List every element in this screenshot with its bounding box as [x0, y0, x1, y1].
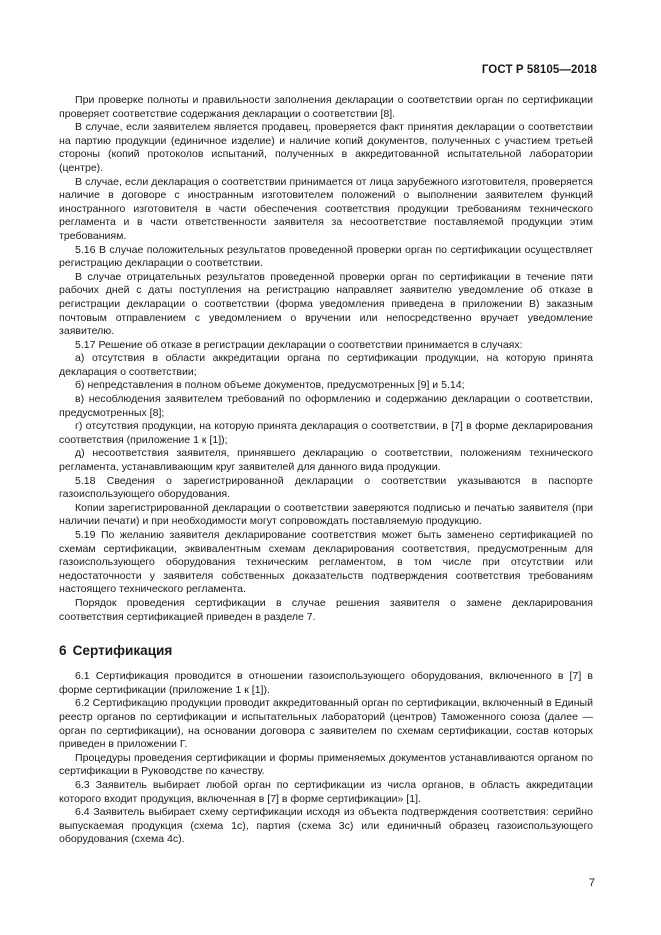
list-item: в) несоблюдения заявителем требований по оформлению и содержанию декларации о соответствии, предусмотренных [8]; — [59, 393, 593, 419]
paragraph: При проверке полноты и правильности заполнения декларации о соответствии орган по сертификации проверяет соответствие содержания декларации о соответствии [8]. — [59, 94, 593, 120]
paragraph: Процедуры проведения сертификации и формы применяемых документов устанавливаются органом по сертификации в Руководстве по качеству. — [59, 751, 593, 778]
list-item: а) отсутствия в области аккредитации органа по сертификации продукции, на которую принята декларация о соответствии; — [59, 352, 593, 378]
paragraph: В случае отрицательных результатов проведенной проверки орган по сертификации в течение пяти рабочих дней с даты поступления на регистрацию направляет заявителю уведомление об отказе в регистрации декларации о соответствии (форма уведомления приведена в приложении В) заказным почтовым отправлением с уведомлением о вручении или непосредственно вручает уведомление заявителю. — [59, 270, 593, 338]
list-item: г) отсутствия продукции, на которую принята декларация о соответствии, в [7] в форме декларирования соответствия (приложение 1 к [1]); — [59, 420, 593, 446]
paragraph: 5.19 По желанию заявителя декларирование соответствия может быть заменено сертификацией по схемам сертификации, эквивалентным схемам декларирования соответствия, предусмотренным для газоиспользующего оборудования техническим регламентом, в том числе при отсутствии или недостаточности у заявителя собственных доказательств подтверждения соответствия требованиям настоящего технического регламента. — [59, 529, 593, 596]
paragraph: Порядок проведения сертификации в случае решения заявителя о замене декларирования соответствия сертификацией приведен в разделе 7. — [59, 596, 593, 623]
paragraph: В случае, если декларация о соответствии принимается от лица зарубежного изготовителя, проверяется наличие в договоре с иностранным изготовителем положений о выполнении заявителем функций иностранного изготовителя в части обеспечения соответствия продукции требованиям технического регламента и в части ответственности заявителя за несоответствие поставляемой продукции этим требованиям. — [59, 175, 593, 242]
list-item: д) несоответствия заявителя, принявшего декларацию о соответствии, положениям технического регламента, устанавливающим круг заявителей для данного вида продукции. — [59, 447, 593, 474]
section-number: 6 — [59, 643, 67, 659]
list-item: б) непредставления в полном объеме документов, предусмотренных [9] и 5.14; — [75, 379, 465, 392]
paragraph: 5.17 Решение об отказе в регистрации декларации о соответствии принимается в случаях: — [75, 338, 523, 351]
paragraph: В случае, если заявителем является продавец, проверяется факт принятия декларации о соответствии на партию продукции (единичное изделие) и наличие копий документов, полученных с участием третьей стороны (копий протоколов испытаний, полученных в аккредитованной испытательной лаборатории (центре). — [59, 121, 593, 174]
page-number: 7 — [588, 877, 595, 889]
paragraph: Копии зарегистрированной декларации о соответствии заверяются подписью и печатью заявителя (при наличии печати) и при необходимости могут сопровождать поставляемую продукцию. — [59, 501, 593, 528]
paragraph: 5.16 В случае положительных результатов проведенной проверки орган по сертификации осуществляет регистрацию декларации о соответствии. — [59, 243, 593, 270]
document-body — [59, 94, 593, 847]
paragraph: 6.2 Сертификацию продукции проводит аккредитованный орган по сертификации, включенный в Единый реестр органов по сертификации и испытательных лабораторий (центров) Таможенного союза (далее — орган по сертификации), на основании договора с заявителем по схемам сертификации, состав которых приведен в приложении Г. — [59, 697, 593, 751]
section-title: Сертификация — [72, 643, 173, 659]
paragraph: 6.4 Заявитель выбирает схему сертификации исходя из объекта подтверждения соответствия: серийно выпускаемая продукция (схема 1с), партия (схема 3с) или единичный образец газоиспользующего оборудования (схема 4с). — [59, 806, 593, 846]
paragraph: 6.3 Заявитель выбирает любой орган по сертификации из числа органов, в область аккредитации которого входит продукция, включенная в [7] в форме сертификации» [1]. — [59, 778, 593, 805]
paragraph: 6.1 Сертификация проводится в отношении газоиспользующего оборудования, включенного в [7] в форме сертификации (приложение 1 к [1]). — [59, 670, 593, 696]
paragraph: 5.18 Сведения о зарегистрированной декларации о соответствии указываются в паспорте газоиспользующего оборудования. — [59, 474, 593, 501]
section-heading — [59, 643, 593, 659]
document-code: ГОСТ Р 58105—2018 — [481, 64, 597, 76]
